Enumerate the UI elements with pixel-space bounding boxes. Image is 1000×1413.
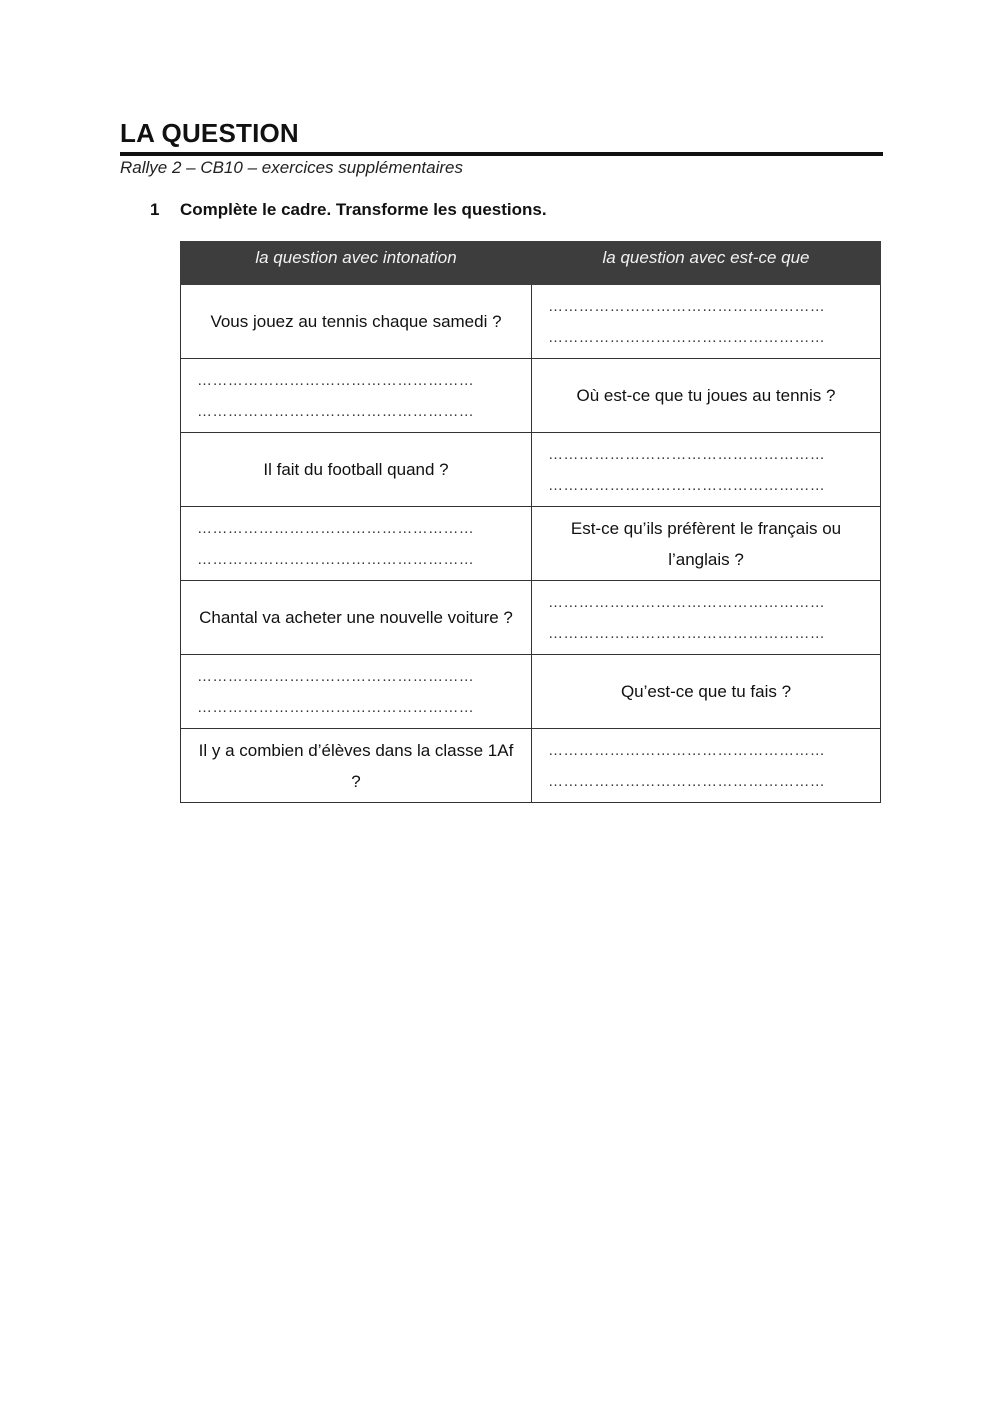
exercise-text: Complète le cadre. Transforme les questions. (180, 200, 547, 219)
blank-answer-line[interactable]: ……………………………………………… (197, 371, 475, 389)
title-divider (120, 152, 883, 156)
answer-cell-intonation[interactable] (181, 507, 532, 581)
table-row (181, 433, 881, 507)
question-cell-intonation: Chantal va acheter une nouvelle voiture ? (181, 581, 532, 655)
answer-cell-est-ce-que[interactable] (532, 433, 881, 507)
answer-cell-est-ce-que[interactable] (532, 581, 881, 655)
answer-cell-est-ce-que[interactable] (532, 285, 881, 359)
question-cell-est-ce-que: Qu’est-ce que tu fais ? (532, 655, 881, 729)
blank-answer-line[interactable]: ……………………………………………… (548, 741, 826, 759)
question-cell-intonation: Il fait du football quand ? (181, 433, 532, 507)
page-subtitle: Rallye 2 – CB10 – exercices supplémentaires (120, 158, 464, 177)
blank-answer-line[interactable]: ……………………………………………… (548, 772, 826, 790)
page-title: LA QUESTION (120, 118, 299, 148)
blank-answer-line[interactable]: ……………………………………………… (548, 328, 826, 346)
header-intonation: la question avec intonation (181, 242, 532, 285)
exercise-number: 1 (150, 200, 160, 219)
answer-cell-est-ce-que[interactable] (532, 729, 881, 803)
answer-cell-intonation[interactable] (181, 655, 532, 729)
blank-answer-line[interactable]: ……………………………………………… (197, 519, 475, 537)
blank-answer-line[interactable]: ……………………………………………… (197, 698, 475, 716)
table-row (181, 359, 881, 433)
table-row (181, 285, 881, 359)
exercise-instruction (150, 200, 547, 220)
table-row (181, 507, 881, 581)
table-header-row (181, 242, 881, 285)
question-cell-est-ce-que: Est-ce qu’ils préfèrent le français ou l’anglais ? (532, 507, 881, 581)
header-est-ce-que: la question avec est-ce que (532, 242, 881, 285)
question-cell-intonation: Vous jouez au tennis chaque samedi ? (181, 285, 532, 359)
table-row (181, 729, 881, 803)
blank-answer-line[interactable]: ……………………………………………… (548, 593, 826, 611)
question-cell-est-ce-que: Où est-ce que tu joues au tennis ? (532, 359, 881, 433)
question-table (180, 241, 881, 803)
question-cell-intonation: Il y a combien d’élèves dans la classe 1Af ? (181, 729, 532, 803)
blank-answer-line[interactable]: ……………………………………………… (197, 550, 475, 568)
blank-answer-line[interactable]: ……………………………………………… (548, 445, 826, 463)
blank-answer-line[interactable]: ……………………………………………… (548, 624, 826, 642)
blank-answer-line[interactable]: ……………………………………………… (548, 297, 826, 315)
table-row (181, 581, 881, 655)
table-row (181, 655, 881, 729)
blank-answer-line[interactable]: ……………………………………………… (197, 402, 475, 420)
answer-cell-intonation[interactable] (181, 359, 532, 433)
blank-answer-line[interactable]: ……………………………………………… (548, 476, 826, 494)
blank-answer-line[interactable]: ……………………………………………… (197, 667, 475, 685)
